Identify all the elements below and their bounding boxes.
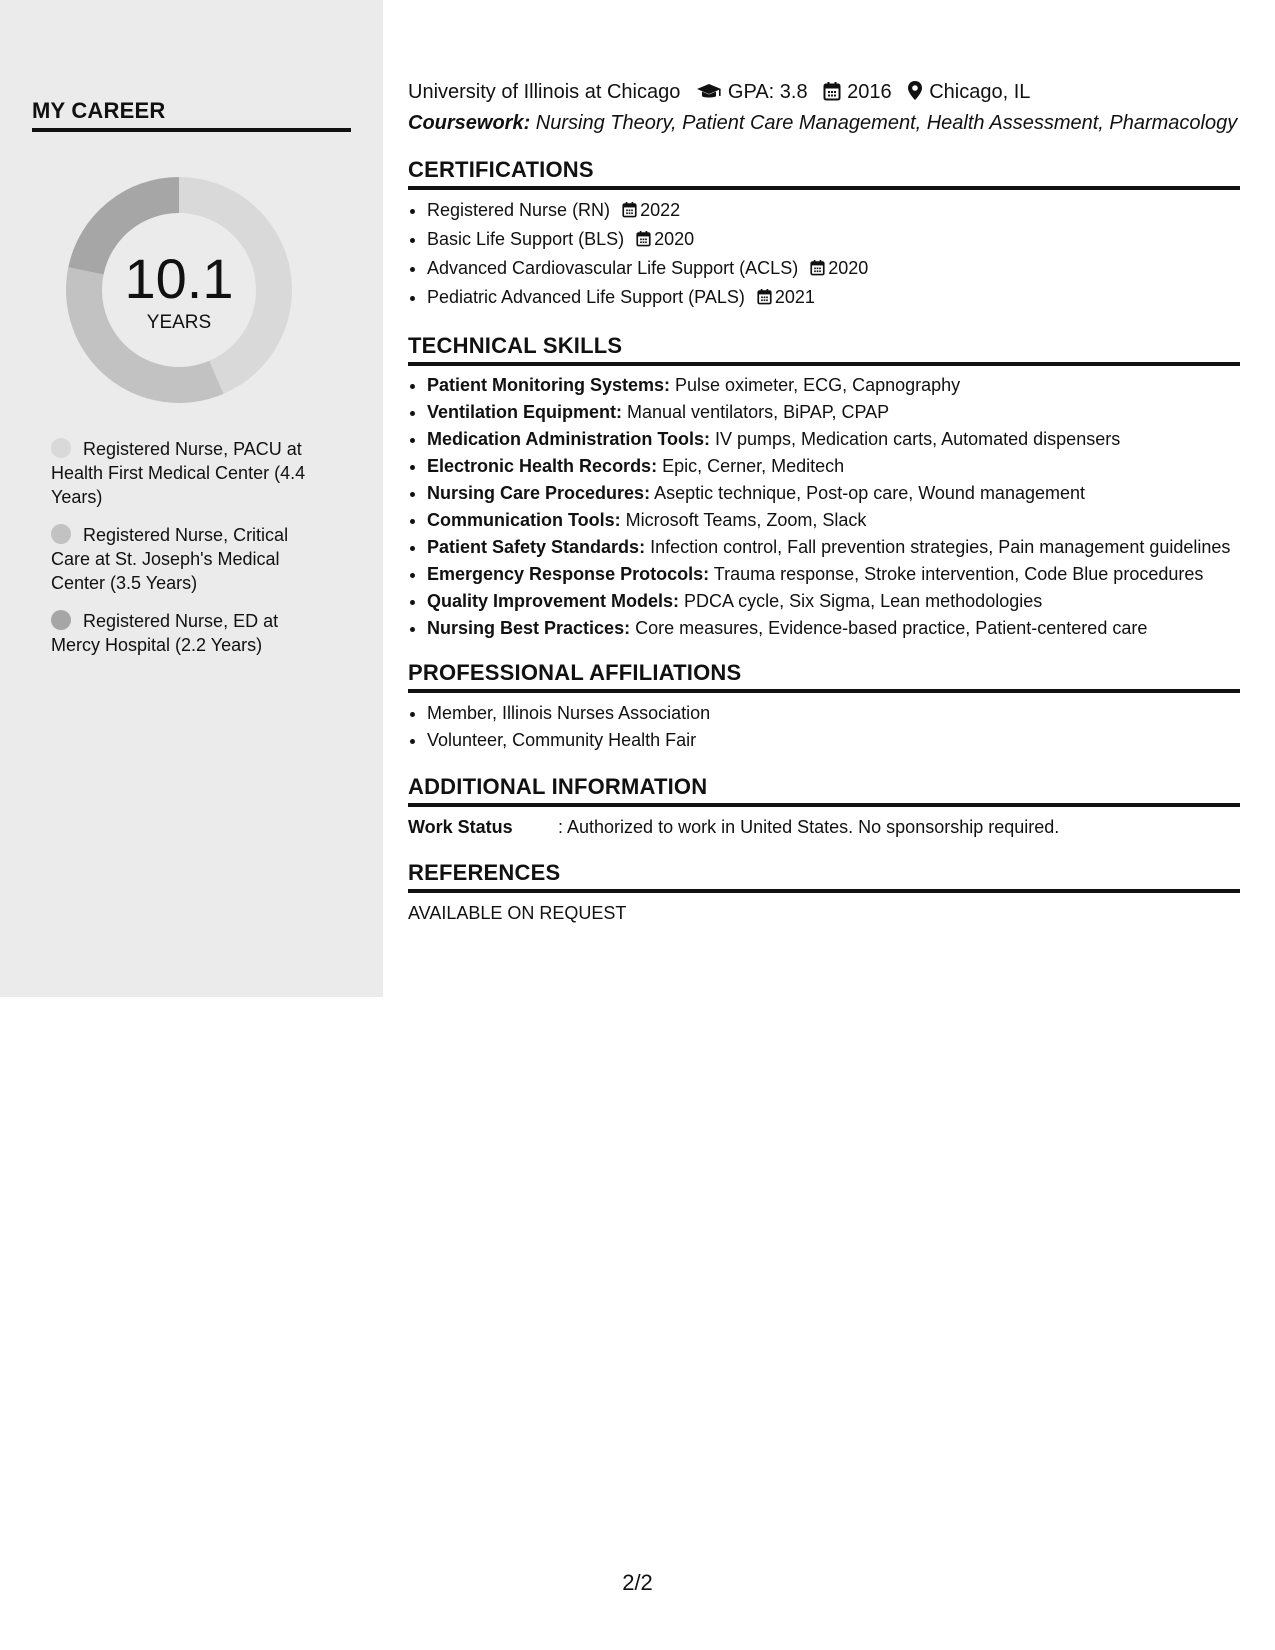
list-item [427,284,1240,313]
certification-name: Pediatric Advanced Life Support (PALS) [427,287,745,307]
skill-value: Epic, Cerner, Meditech [657,456,845,476]
skill-value: Microsoft Teams, Zoom, Slack [620,510,867,530]
additional-info-heading: ADDITIONAL INFORMATION [408,774,1240,807]
legend-item [51,437,331,509]
technical-skills-heading: TECHNICAL SKILLS [408,333,1240,366]
certification-year: 2021 [774,287,815,307]
certifications-heading: CERTIFICATIONS [408,157,1240,190]
calendar-icon [636,228,651,255]
legend-item [51,523,331,595]
list-item [427,562,1240,586]
calendar-icon [823,81,841,109]
legend-dot-icon [51,610,71,630]
certification-year: 2022 [640,200,681,220]
skill-value: Aseptic technique, Post-op care, Wound management [650,483,1086,503]
calendar-icon [757,286,772,313]
certification-name: Basic Life Support (BLS) [427,229,625,249]
certification-year: 2020 [828,258,869,278]
career-sidebar [0,0,383,997]
certification-name: Advanced Cardiovascular Life Support (ACLS) [427,258,799,278]
skill-label: Communication Tools: [427,510,621,530]
list-item [427,255,1240,284]
coursework-line [408,109,1240,137]
skill-value: Trauma response, Stroke intervention, Code Blue procedures [709,564,1204,584]
work-status-value: : Authorized to work in United States. No sponsorship required. [558,817,1060,837]
education-line [408,78,1240,109]
skill-value: Infection control, Fall prevention strategies, Pain management guidelines [645,537,1231,557]
affiliations-list [408,700,1240,754]
skill-label: Nursing Best Practices: [427,618,631,638]
skill-value: PDCA cycle, Six Sigma, Lean methodologies [679,591,1043,611]
legend-label: Registered Nurse, Critical Care at St. Joseph's Medical Center (3.5 Years) [51,525,289,593]
list-item [427,373,1240,397]
career-legend [51,437,331,671]
list-item [427,427,1240,451]
location-pin-icon [907,80,923,109]
school-location: Chicago, IL [929,81,1031,103]
coursework-list: Nursing Theory, Patient Care Management, Health Assessment, Pharmacology [530,112,1238,134]
certification-year: 2020 [654,229,695,249]
skill-label: Patient Monitoring Systems: [427,375,671,395]
list-item [427,589,1240,613]
list-item [427,481,1240,505]
legend-label: Registered Nurse, PACU at Health First Medical Center (4.4 Years) [51,439,306,507]
legend-label: Registered Nurse, ED at Mercy Hospital (2.2 Years) [51,611,279,655]
list-item [427,508,1240,532]
list-item [427,197,1240,226]
list-item: • Member, Illinois Nurses Association [427,700,1240,727]
calendar-icon [622,199,637,226]
graduation-cap-icon [696,81,722,109]
legend-dot-icon [51,524,71,544]
main-content [408,78,1240,926]
total-years-value: 10.1 [124,247,234,310]
page-number: 2/2 [622,1570,653,1595]
list-item: • Volunteer, Community Health Fair [427,727,1240,754]
calendar-icon [810,257,825,284]
technical-skills-list [408,373,1240,640]
graduation-year: 2016 [847,81,892,103]
work-status-label: Work Status [408,817,513,837]
skill-label: Patient Safety Standards: [427,537,646,557]
career-donut-chart [66,177,292,403]
references-text: AVAILABLE ON REQUEST [408,903,627,923]
total-years-unit: YEARS [146,312,212,333]
skill-value: Manual ventilators, BiPAP, CPAP [622,402,890,422]
skill-value: IV pumps, Medication carts, Automated dispensers [710,429,1121,449]
skill-label: Medication Administration Tools: [427,429,710,449]
certifications-list [408,197,1240,313]
sidebar-title: MY CAREER [32,98,351,132]
list-item [427,400,1240,424]
references-heading: REFERENCES [408,860,1240,893]
skill-label: Nursing Care Procedures: [427,483,651,503]
skill-label: Emergency Response Protocols: [427,564,710,584]
gpa-value: GPA: 3.8 [727,81,808,103]
donut-center [66,177,292,403]
school-name: University of Illinois at Chicago [408,81,681,103]
list-item [427,616,1240,640]
legend-dot-icon [51,438,71,458]
skill-label: Quality Improvement Models: [427,591,680,611]
skill-label: Electronic Health Records: [427,456,658,476]
skill-label: Ventilation Equipment: [427,402,623,422]
skill-value: Core measures, Evidence-based practice, Patient-centered care [630,618,1148,638]
list-item [427,226,1240,255]
certification-name: Registered Nurse (RN) [427,200,611,220]
coursework-label: Coursework: [408,112,531,134]
affiliations-heading: PROFESSIONAL AFFILIATIONS [408,660,1240,693]
list-item [427,454,1240,478]
list-item [427,535,1240,559]
legend-item [51,609,331,657]
work-status-row [408,814,1240,840]
skill-value: Pulse oximeter, ECG, Capnography [670,375,961,395]
